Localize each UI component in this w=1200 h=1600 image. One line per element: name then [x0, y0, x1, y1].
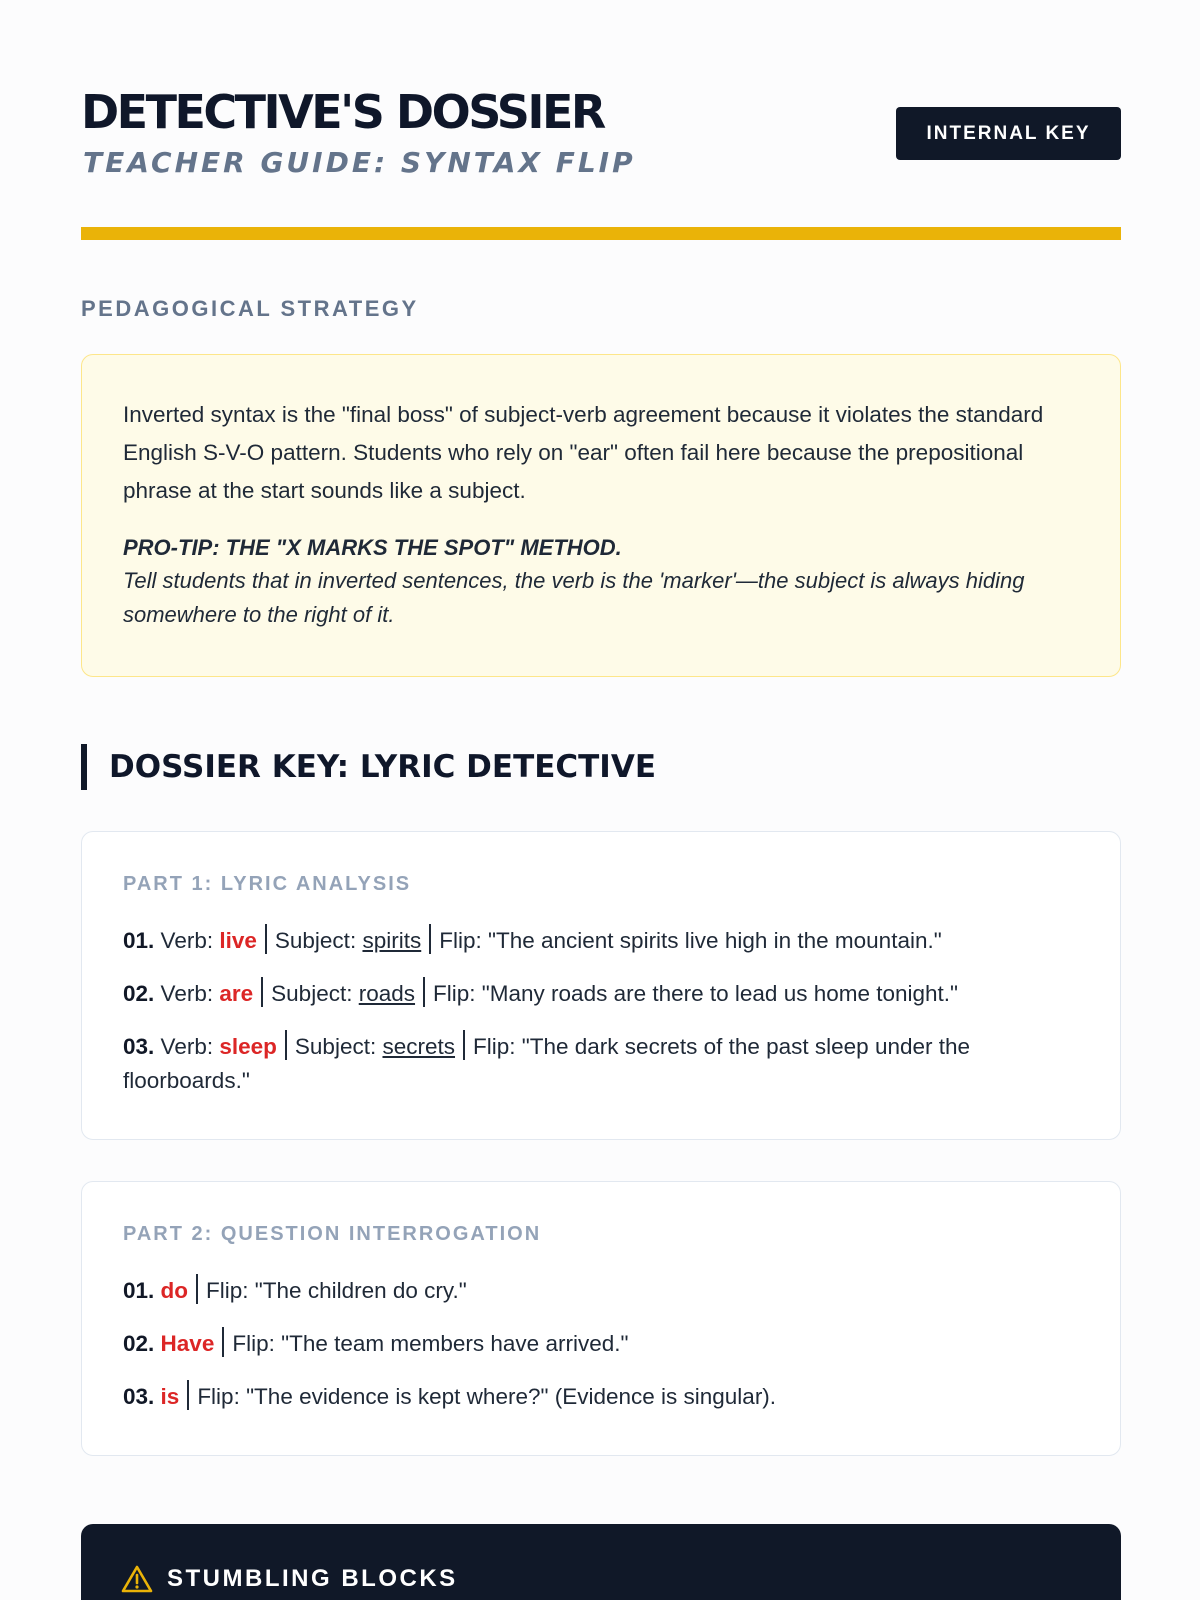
flip-sentence: Flip: "The evidence is kept where?" (Evidence is singular). — [197, 1384, 777, 1409]
part2-label: PART 2: QUESTION INTERROGATION — [123, 1223, 542, 1245]
verb-answer: Have — [160, 1331, 215, 1356]
list-item — [123, 1030, 1080, 1098]
separator — [285, 1030, 287, 1060]
verb-answer: are — [219, 981, 254, 1006]
item-number: 03. — [123, 1384, 155, 1409]
verb-answer: live — [219, 928, 257, 953]
verb-answer: is — [160, 1384, 180, 1409]
separator — [429, 924, 431, 954]
header-divider — [81, 227, 1121, 240]
verb-prefix: Verb: — [160, 928, 214, 953]
separator — [463, 1030, 465, 1060]
pro-tip-heading: PRO-TIP: THE "X MARKS THE SPOT" METHOD. — [123, 535, 622, 560]
stumbling-blocks-panel — [81, 1524, 1121, 1600]
list-item — [123, 1274, 1080, 1308]
verb-answer: do — [160, 1278, 189, 1303]
part1-label: PART 1: LYRIC ANALYSIS — [123, 873, 412, 895]
page-title: DETECTIVE'S DOSSIER — [81, 85, 604, 139]
stumbling-blocks-header — [121, 1564, 1081, 1594]
page — [81, 0, 1121, 1592]
list-item — [123, 924, 1080, 958]
flip-sentence: Flip: "The team members have arrived." — [232, 1331, 629, 1356]
strategy-body: Inverted syntax is the "final boss" of subject-verb agreement because it violates the standard English S-V-O pattern. Students who rely on "ear" often fail here because the prepositional phrase at the start sounds like a subject. — [123, 402, 1044, 503]
internal-key-badge: INTERNAL KEY — [896, 107, 1121, 160]
subject-answer: spirits — [362, 928, 422, 953]
part1-card — [81, 831, 1121, 1140]
item-number: 02. — [123, 1331, 155, 1356]
separator — [222, 1327, 224, 1357]
list-item — [123, 1380, 1080, 1414]
item-number: 03. — [123, 1034, 155, 1059]
strategy-section-label: PEDAGOGICAL STRATEGY — [81, 296, 419, 321]
dossier-key-heading: DOSSIER KEY: LYRIC DETECTIVE — [81, 744, 656, 790]
warning-icon — [121, 1564, 153, 1594]
separator — [423, 977, 425, 1007]
verb-prefix: Verb: — [160, 981, 214, 1006]
flip-sentence: Flip: "The ancient spirits live high in the mountain." — [439, 928, 942, 953]
item-number: 01. — [123, 928, 155, 953]
list-item — [123, 977, 1080, 1011]
page-subtitle: TEACHER GUIDE: SYNTAX FLIP — [83, 146, 636, 179]
part2-card — [81, 1181, 1121, 1456]
separator — [196, 1274, 198, 1304]
separator — [261, 977, 263, 1007]
header — [81, 0, 1121, 240]
separator — [187, 1380, 189, 1410]
flip-sentence: Flip: "The children do cry." — [206, 1278, 467, 1303]
subject-prefix: Subject: — [274, 928, 357, 953]
separator — [265, 924, 267, 954]
verb-answer: sleep — [219, 1034, 277, 1059]
subject-answer: roads — [358, 981, 416, 1006]
list-item — [123, 1327, 1080, 1361]
subject-prefix: Subject: — [271, 981, 353, 1006]
stumbling-blocks-title: STUMBLING BLOCKS — [167, 1565, 458, 1592]
item-number: 01. — [123, 1278, 155, 1303]
flip-sentence: Flip: "Many roads are there to lead us home tonight." — [433, 981, 959, 1006]
verb-prefix: Verb: — [160, 1034, 214, 1059]
item-number: 02. — [123, 981, 155, 1006]
pro-tip-body: Tell students that in inverted sentences, the verb is the 'marker'—the subject is always hiding somewhere to the right of it. — [123, 568, 1025, 627]
strategy-callout — [81, 354, 1121, 677]
flip-sentence: Flip: "The dark secrets of the past sleep under the floorboards." — [123, 1034, 971, 1093]
subject-prefix: Subject: — [294, 1034, 377, 1059]
subject-answer: secrets — [382, 1034, 456, 1059]
